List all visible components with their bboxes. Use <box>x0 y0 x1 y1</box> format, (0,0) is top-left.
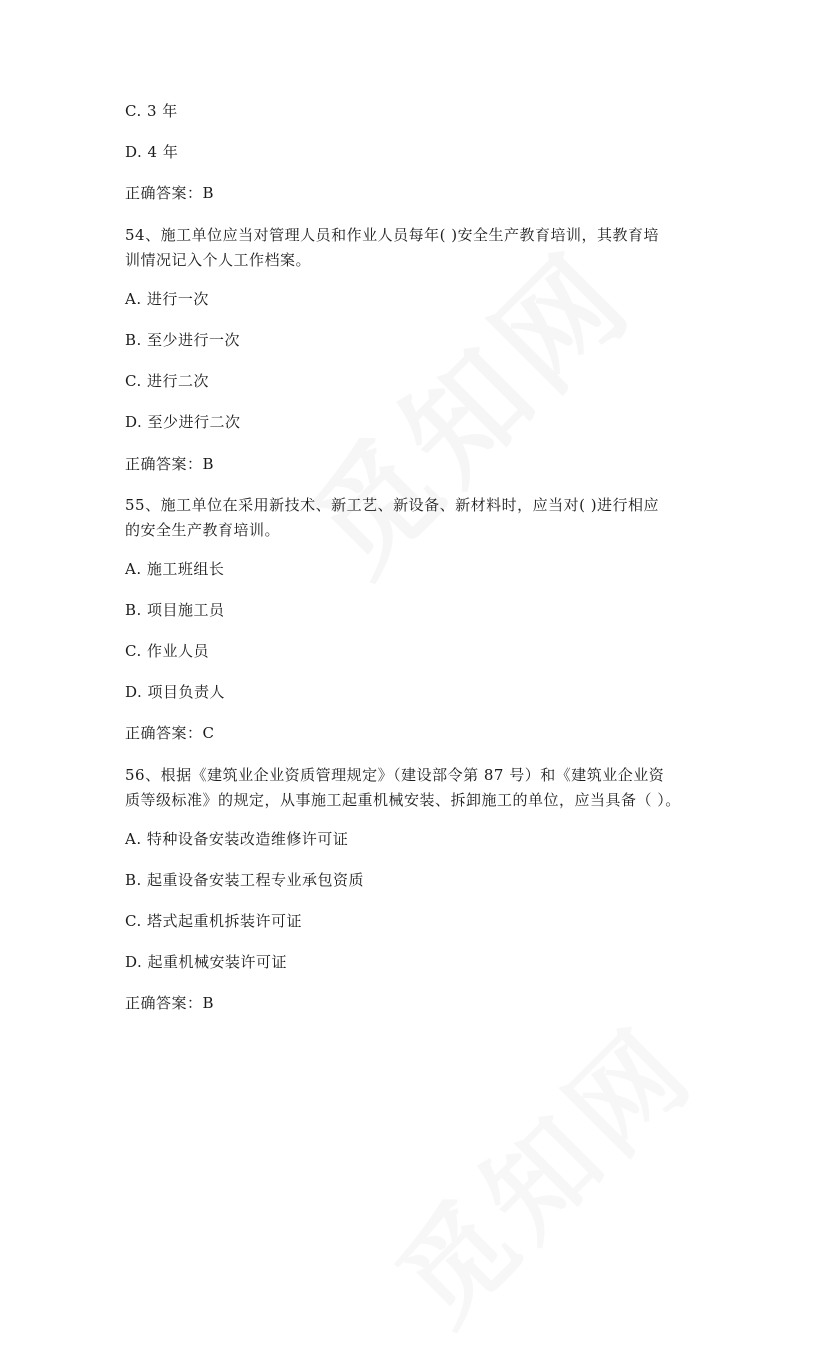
option-d-55: D. 项目负责人 <box>125 683 226 701</box>
question-54-line-2: 训情况记入个人工作档案。 <box>125 251 312 269</box>
watermark-lower <box>357 986 723 1352</box>
option-b-54: B. 至少进行一次 <box>125 331 241 349</box>
question-56-line-1: 56、根据《建筑业企业资质管理规定》（建设部令第 87 号）和《建筑业企业资 <box>125 766 665 784</box>
answer-56: 正确答案：B <box>125 994 215 1012</box>
option-a-56: A. 特种设备安装改造维修许可证 <box>125 830 349 848</box>
option-a-54: A. 进行一次 <box>125 290 209 308</box>
option-a-55: A. 施工班组长 <box>125 560 225 578</box>
question-54-line-1: 54、施工单位应当对管理人员和作业人员每年( )安全生产教育培训，其教育培 <box>125 226 660 244</box>
option-d-53: D. 4 年 <box>125 143 179 161</box>
answer-53: 正确答案：B <box>125 184 215 202</box>
option-d-54: D. 至少进行二次 <box>125 413 241 431</box>
option-b-55: B. 项目施工员 <box>125 601 225 619</box>
answer-55: 正确答案：C <box>125 724 215 742</box>
option-c-55: C. 作业人员 <box>125 642 209 660</box>
option-c-54: C. 进行二次 <box>125 372 209 390</box>
option-b-56: B. 起重设备安装工程专业承包资质 <box>125 871 365 889</box>
question-55-line-2: 的安全生产教育培训。 <box>125 521 281 539</box>
option-c-56: C. 塔式起重机拆装许可证 <box>125 912 302 930</box>
option-d-56: D. 起重机械安装许可证 <box>125 953 288 971</box>
answer-54: 正确答案：B <box>125 455 215 473</box>
question-55-line-1: 55、施工单位在采用新技术、新工艺、新设备、新材料时，应当对( )进行相应 <box>125 496 660 514</box>
question-56-line-2: 质等级标准》的规定，从事施工起重机械安装、拆卸施工的单位，应当具备（ ）。 <box>125 791 681 809</box>
option-c-53: C. 3 年 <box>125 102 178 120</box>
